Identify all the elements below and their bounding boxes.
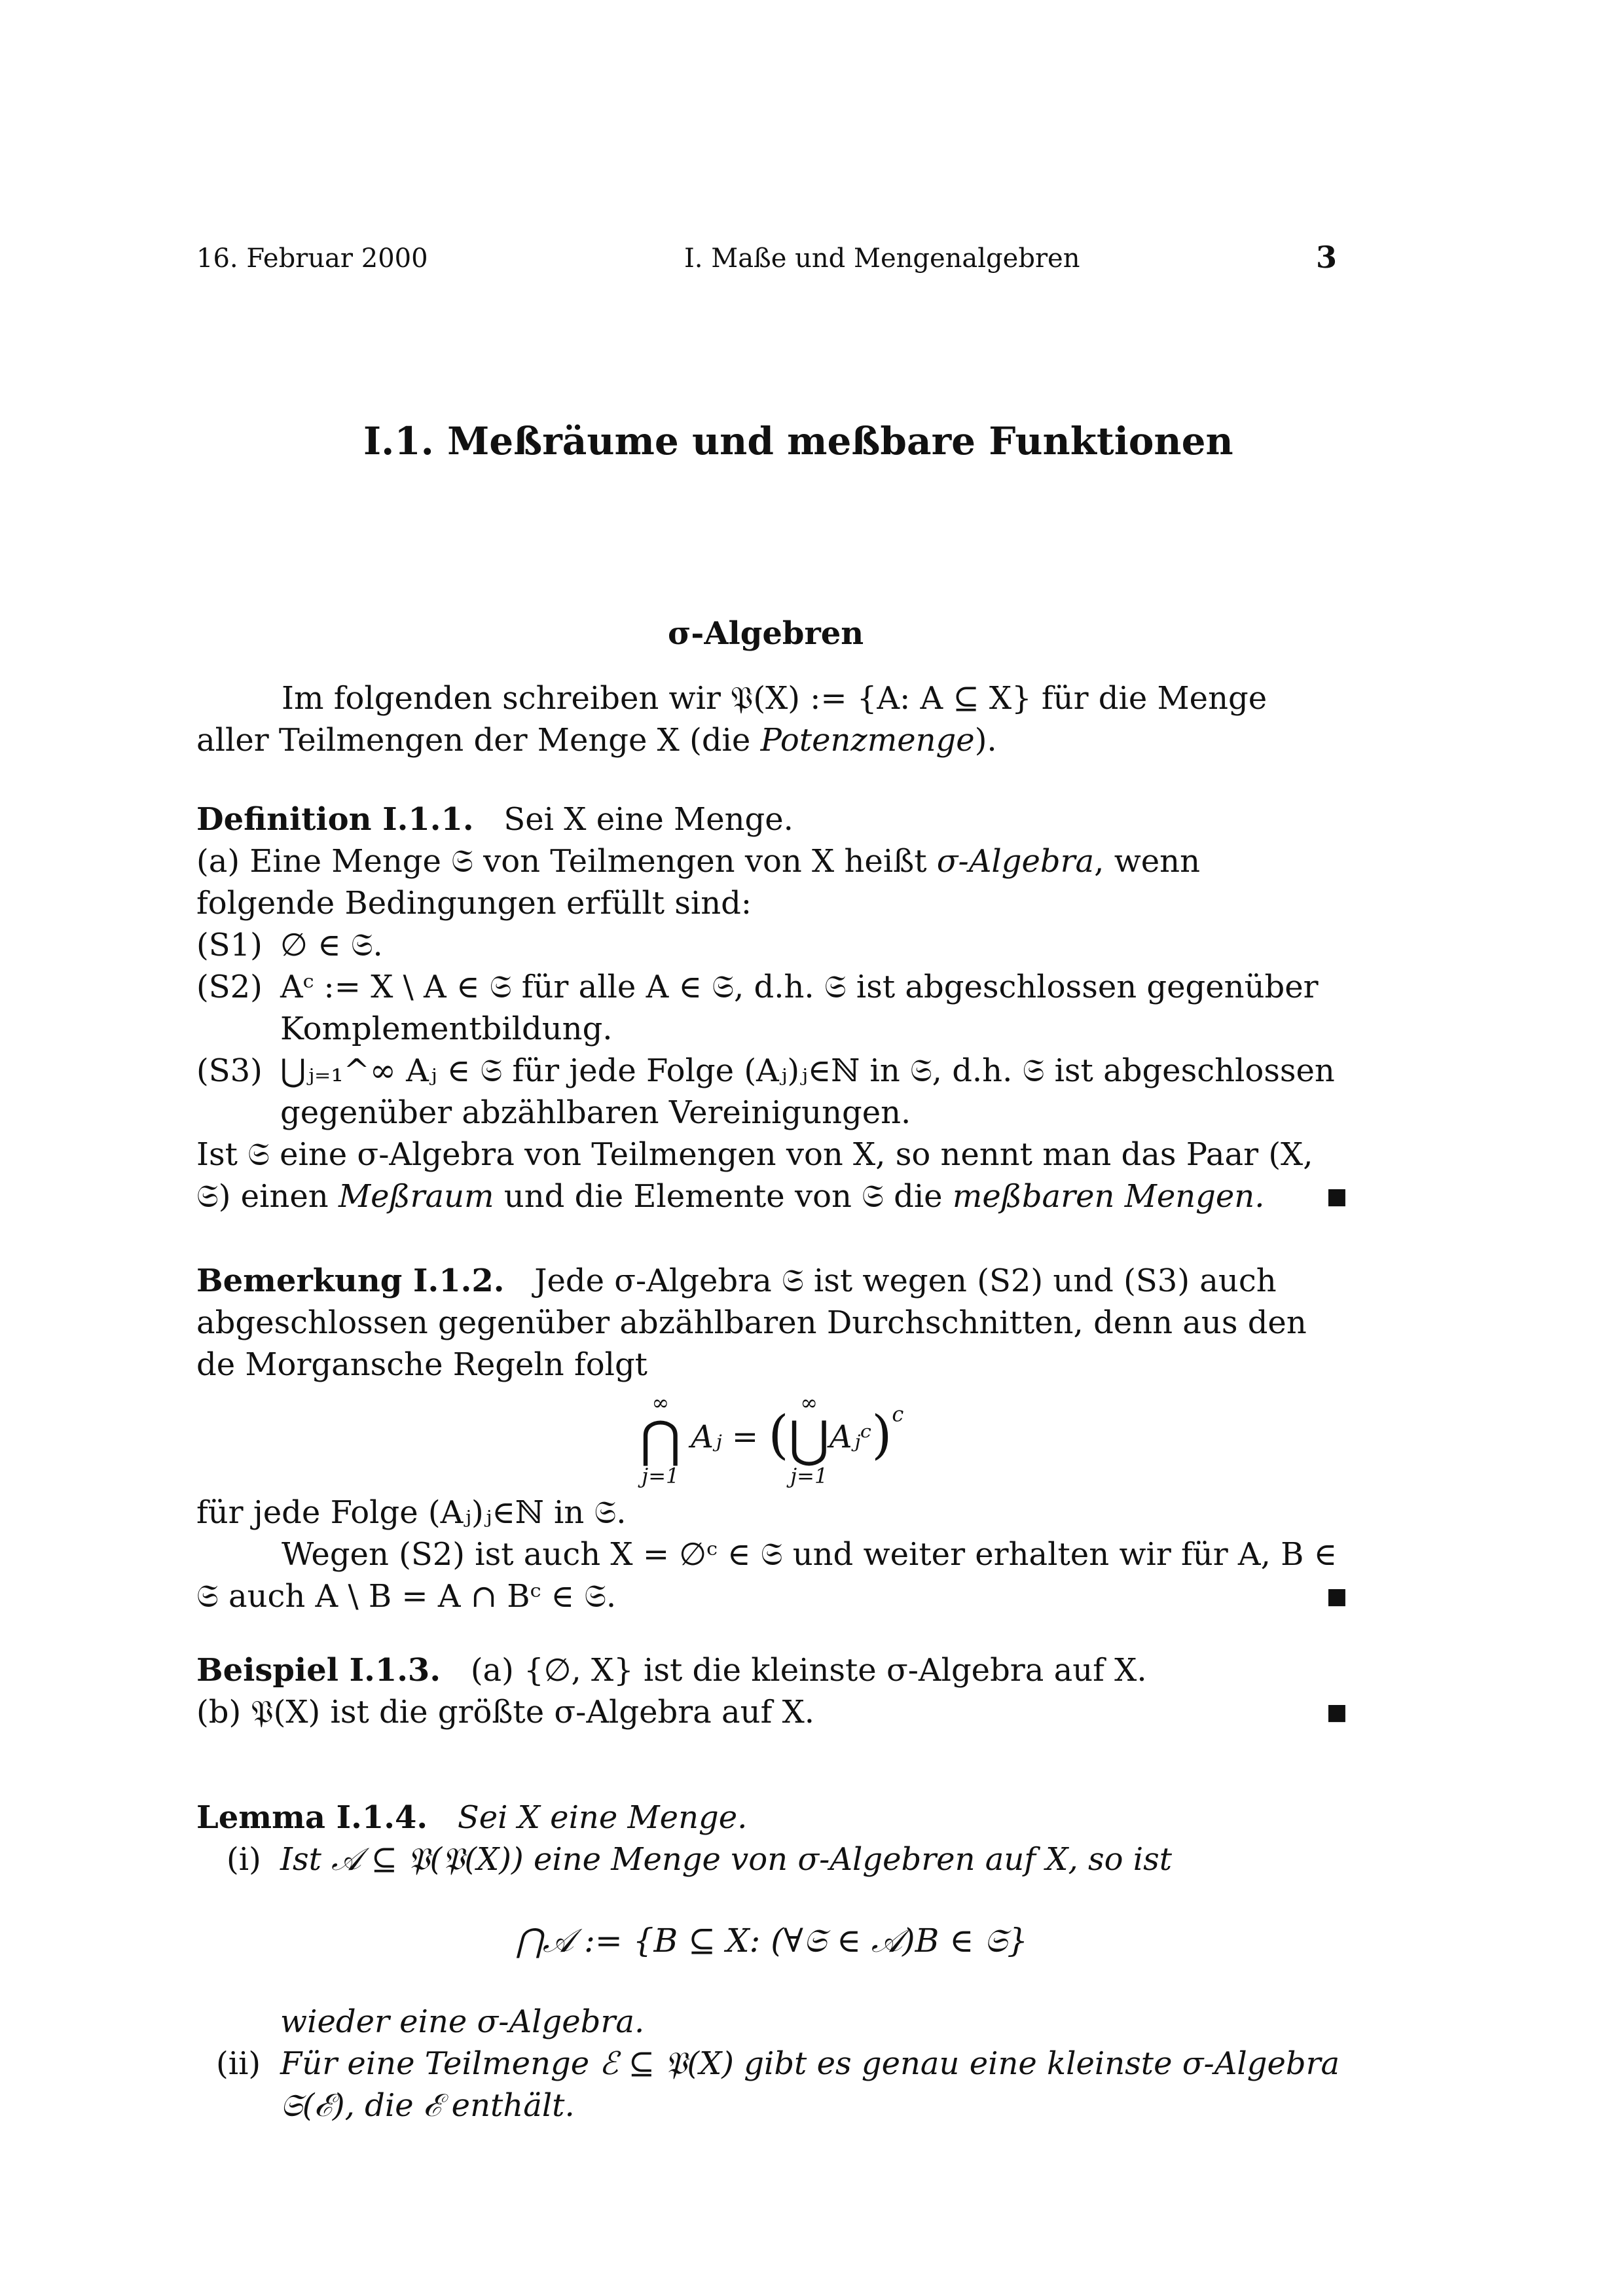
definition-closing-1: Ist 𝔖 eine σ-Algebra von Teilmengen von X, so nennt man das Paar (X, 𝔖) einen	[196, 1136, 1313, 1215]
lemma-item-ii	[196, 2043, 1347, 2126]
definition-block	[196, 798, 1347, 1217]
header-date: 16. Februar 2000	[196, 243, 428, 274]
definition-a-text-2: , wenn folgende Bedingungen erfüllt sind:	[196, 843, 1201, 922]
qed-square-icon: ■	[1326, 1699, 1347, 1725]
page-number: 3	[1316, 240, 1338, 275]
section-title: I.1. Meßräume und meßbare Funktionen	[363, 419, 1233, 463]
example-a-text: (a) {∅, X} ist die kleinste σ-Algebra auf X.	[470, 1652, 1147, 1689]
demorgan-formula: ∞ ⋂ j=1 Aⱼ = ( ∞ ⋃ j=1 Aⱼᶜ)$^c$	[640, 1390, 904, 1488]
intro-text-2: ).	[974, 722, 997, 759]
intro-text-1: Im folgenden schreiben wir 𝔓(X) := {A: A ⊆ X} für die Menge aller Teilmengen der Menge X (die	[196, 680, 1267, 759]
qed-square-icon: ■	[1326, 1183, 1347, 1210]
remark-text: Jede σ-Algebra 𝔖 ist wegen (S2) und (S3) auch abgeschlossen gegenüber abzählbaren Durchschnitten, denn aus den de Morgansche Regeln folgt	[196, 1263, 1307, 1383]
example-part-b	[196, 1691, 1347, 1733]
item-label: (S3)	[196, 1052, 263, 1089]
definition-a-text-1: (a) Eine Menge 𝔖 von Teilmengen von X heißt	[196, 843, 937, 880]
item-label: (S1)	[196, 927, 263, 963]
bigcup-symbol: ⋃	[788, 1410, 830, 1468]
bigcup-operator	[789, 1390, 830, 1489]
lemma-lead: Sei X eine Menge.	[457, 1799, 748, 1836]
definition-closing-emph-1: Meßraum	[338, 1178, 494, 1215]
bigcap-operator	[640, 1390, 681, 1489]
remark-label: Bemerkung I.1.2.	[196, 1263, 505, 1299]
example-label: Beispiel I.1.3.	[196, 1652, 441, 1689]
item-label: (i)	[227, 1841, 261, 1878]
remark-para-2-text: Wegen (S2) ist auch X = ∅ᶜ ∈ 𝔖 und weiter erhalten wir für A, B ∈ 𝔖 auch A \ B = A ∩ Bᶜ ∈ 𝔖.	[196, 1536, 1338, 1615]
lemma-item-i	[196, 1839, 1347, 1880]
remark-paragraph-2	[196, 1534, 1347, 1617]
lemma-block	[196, 1797, 1347, 2126]
header-chapter: I. Maße und Mengenalgebren	[684, 243, 1080, 274]
lemma-i-text: Ist 𝒜 ⊆ 𝔓(𝔓(X)) eine Menge von σ-Algebren auf X, so ist	[280, 1841, 1173, 1878]
intro-emph: Potenzmenge	[760, 722, 975, 759]
definition-closing-emph-2: meßbaren Mengen.	[952, 1178, 1265, 1215]
formula-superscript: c	[892, 1401, 904, 1427]
limit-upper: ∞	[800, 1390, 818, 1415]
lemma-header	[196, 1797, 1347, 1839]
item-text: ∅ ∈ 𝔖.	[280, 927, 383, 963]
intro-paragraph	[196, 677, 1347, 761]
definition-part-a	[196, 840, 1347, 924]
remark-paragraph	[196, 1260, 1347, 1386]
remark-block	[196, 1260, 1347, 1617]
definition-closing	[196, 1134, 1347, 1217]
bigcap-symbol: ⋂	[640, 1410, 681, 1468]
item-label: (S2)	[196, 969, 263, 1005]
item-label: (ii)	[216, 2045, 261, 2082]
lemma-i-after: wieder eine σ-Algebra.	[280, 2003, 645, 2040]
remark-after-formula: für jede Folge (Aⱼ)ⱼ∈ℕ in 𝔖.	[196, 1494, 627, 1531]
limit-upper: ∞	[651, 1390, 670, 1415]
subsection-title: σ-Algebren	[668, 615, 864, 652]
definition-lead: Sei X eine Menge.	[503, 801, 793, 838]
definition-label: Definition I.1.1.	[196, 801, 474, 838]
definition-item-s1	[196, 924, 1347, 966]
lemma-formula: ⋂𝒜 := {B ⊆ X: (∀𝔖 ∈ 𝒜)B ∈ 𝔖}	[515, 1922, 1029, 1960]
example-part-a	[196, 1649, 1347, 1691]
formula-rhs: Aⱼᶜ	[829, 1418, 872, 1456]
formula-lhs: Aⱼ =	[691, 1418, 759, 1456]
definition-item-s2	[196, 966, 1347, 1050]
definition-item-s3	[196, 1050, 1347, 1134]
lemma-label: Lemma I.1.4.	[196, 1799, 428, 1836]
limit-lower: j=1	[790, 1463, 828, 1488]
definition-closing-2: und die Elemente von 𝔖 die	[494, 1178, 953, 1215]
item-text: ⋃ⱼ₌₁^∞ Aⱼ ∈ 𝔖 für jede Folge (Aⱼ)ⱼ∈ℕ in 𝔖, d.h. 𝔖 ist abgeschlossen gegenüber abzählbaren Vereinigungen.	[280, 1052, 1335, 1131]
example-b-text: (b) 𝔓(X) ist die größte σ-Algebra auf X.	[196, 1694, 815, 1731]
lemma-ii-text: Für eine Teilmenge ℰ ⊆ 𝔓(X) gibt es genau eine kleinste σ-Algebra 𝔖(ℰ), die ℰ enthält.	[280, 2045, 1340, 2124]
example-block	[196, 1649, 1347, 1733]
limit-lower: j=1	[642, 1463, 680, 1488]
item-text: Aᶜ := X \ A ∈ 𝔖 für alle A ∈ 𝔖, d.h. 𝔖 ist abgeschlossen gegenüber Komplementbildung.	[280, 969, 1319, 1047]
definition-header	[196, 798, 1347, 840]
qed-square-icon: ■	[1326, 1583, 1347, 1609]
definition-a-emph: σ-Algebra	[936, 843, 1095, 880]
